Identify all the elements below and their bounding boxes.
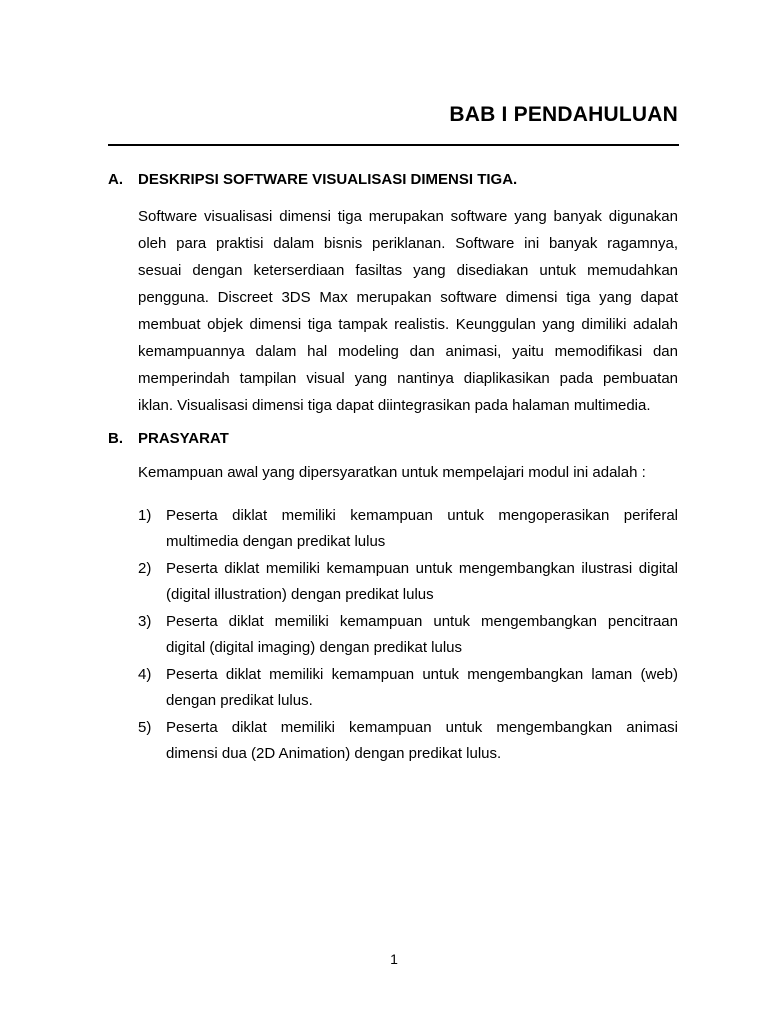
section-a-marker: A. — [108, 171, 123, 188]
list-line: dengan predikat lulus. — [166, 692, 313, 709]
page-number: 1 — [390, 951, 398, 967]
paragraph-line: iklan. Visualisasi dimensi tiga dapat diintegrasikan pada halaman multimedia. — [138, 397, 651, 414]
paragraph-line: membuat objek dimensi tiga tampak realistis. Keunggulan yang dimiliki adalah — [138, 316, 678, 333]
section-a-title: DESKRIPSI SOFTWARE VISUALISASI DIMENSI TIGA. — [138, 171, 518, 188]
section-a-heading — [108, 171, 517, 188]
paragraph-line: memperindah tampilan visual yang nantinya diaplikasikan pada pembuatan — [138, 370, 678, 387]
list-item — [138, 715, 678, 767]
list-line: Peserta diklat memiliki kemampuan untuk mengembangkan pencitraan — [166, 613, 678, 630]
list-item — [138, 609, 678, 661]
section-a-paragraph — [138, 203, 678, 419]
list-line: dimensi dua (2D Animation) dengan predikat lulus. — [166, 745, 502, 762]
paragraph-line: oleh para praktisi dalam bisnis periklanan. Software ini banyak ragamnya, — [138, 235, 678, 252]
list-line: Peserta diklat memiliki kemampuan untuk mengembangkan ilustrasi digital — [166, 560, 678, 577]
paragraph-line: sesuai dengan keterserdiaan fasiltas yang disediakan untuk memudahkan — [138, 262, 678, 279]
section-b-marker: B. — [108, 430, 123, 447]
list-number: 5) — [138, 719, 152, 736]
chapter-title: BAB I PENDAHULUAN — [449, 103, 678, 126]
prerequisite-list — [138, 503, 678, 768]
section-b-intro: Kemampuan awal yang dipersyaratkan untuk mempelajari modul ini adalah : — [138, 464, 646, 481]
list-line: Peserta diklat memiliki kemampuan untuk mengembangkan animasi — [166, 719, 678, 736]
list-number: 4) — [138, 666, 152, 683]
list-line: Peserta diklat memiliki kemampuan untuk mengembangkan laman (web) — [166, 666, 678, 683]
list-line: multimedia dengan predikat lulus — [166, 533, 386, 550]
list-number: 3) — [138, 613, 152, 630]
list-item — [138, 503, 678, 555]
list-line: (digital illustration) dengan predikat lulus — [166, 586, 434, 603]
paragraph-line: pengguna. Discreet 3DS Max merupakan software dimensi tiga yang dapat — [138, 289, 678, 306]
paragraph-line: Software visualisasi dimensi tiga merupakan software yang banyak digunakan — [138, 208, 678, 225]
section-b-heading — [108, 430, 229, 447]
section-b-title: PRASYARAT — [138, 430, 229, 447]
paragraph-line: kemampuannya dalam hal modeling dan animasi, yaitu memodifikasi dan — [138, 343, 678, 360]
list-item — [138, 662, 678, 714]
list-item — [138, 556, 678, 608]
title-divider — [108, 144, 679, 146]
list-number: 2) — [138, 560, 152, 577]
list-line: Peserta diklat memiliki kemampuan untuk mengoperasikan periferal — [166, 507, 678, 524]
list-line: digital (digital imaging) dengan predikat lulus — [166, 639, 463, 656]
list-number: 1) — [138, 507, 152, 524]
